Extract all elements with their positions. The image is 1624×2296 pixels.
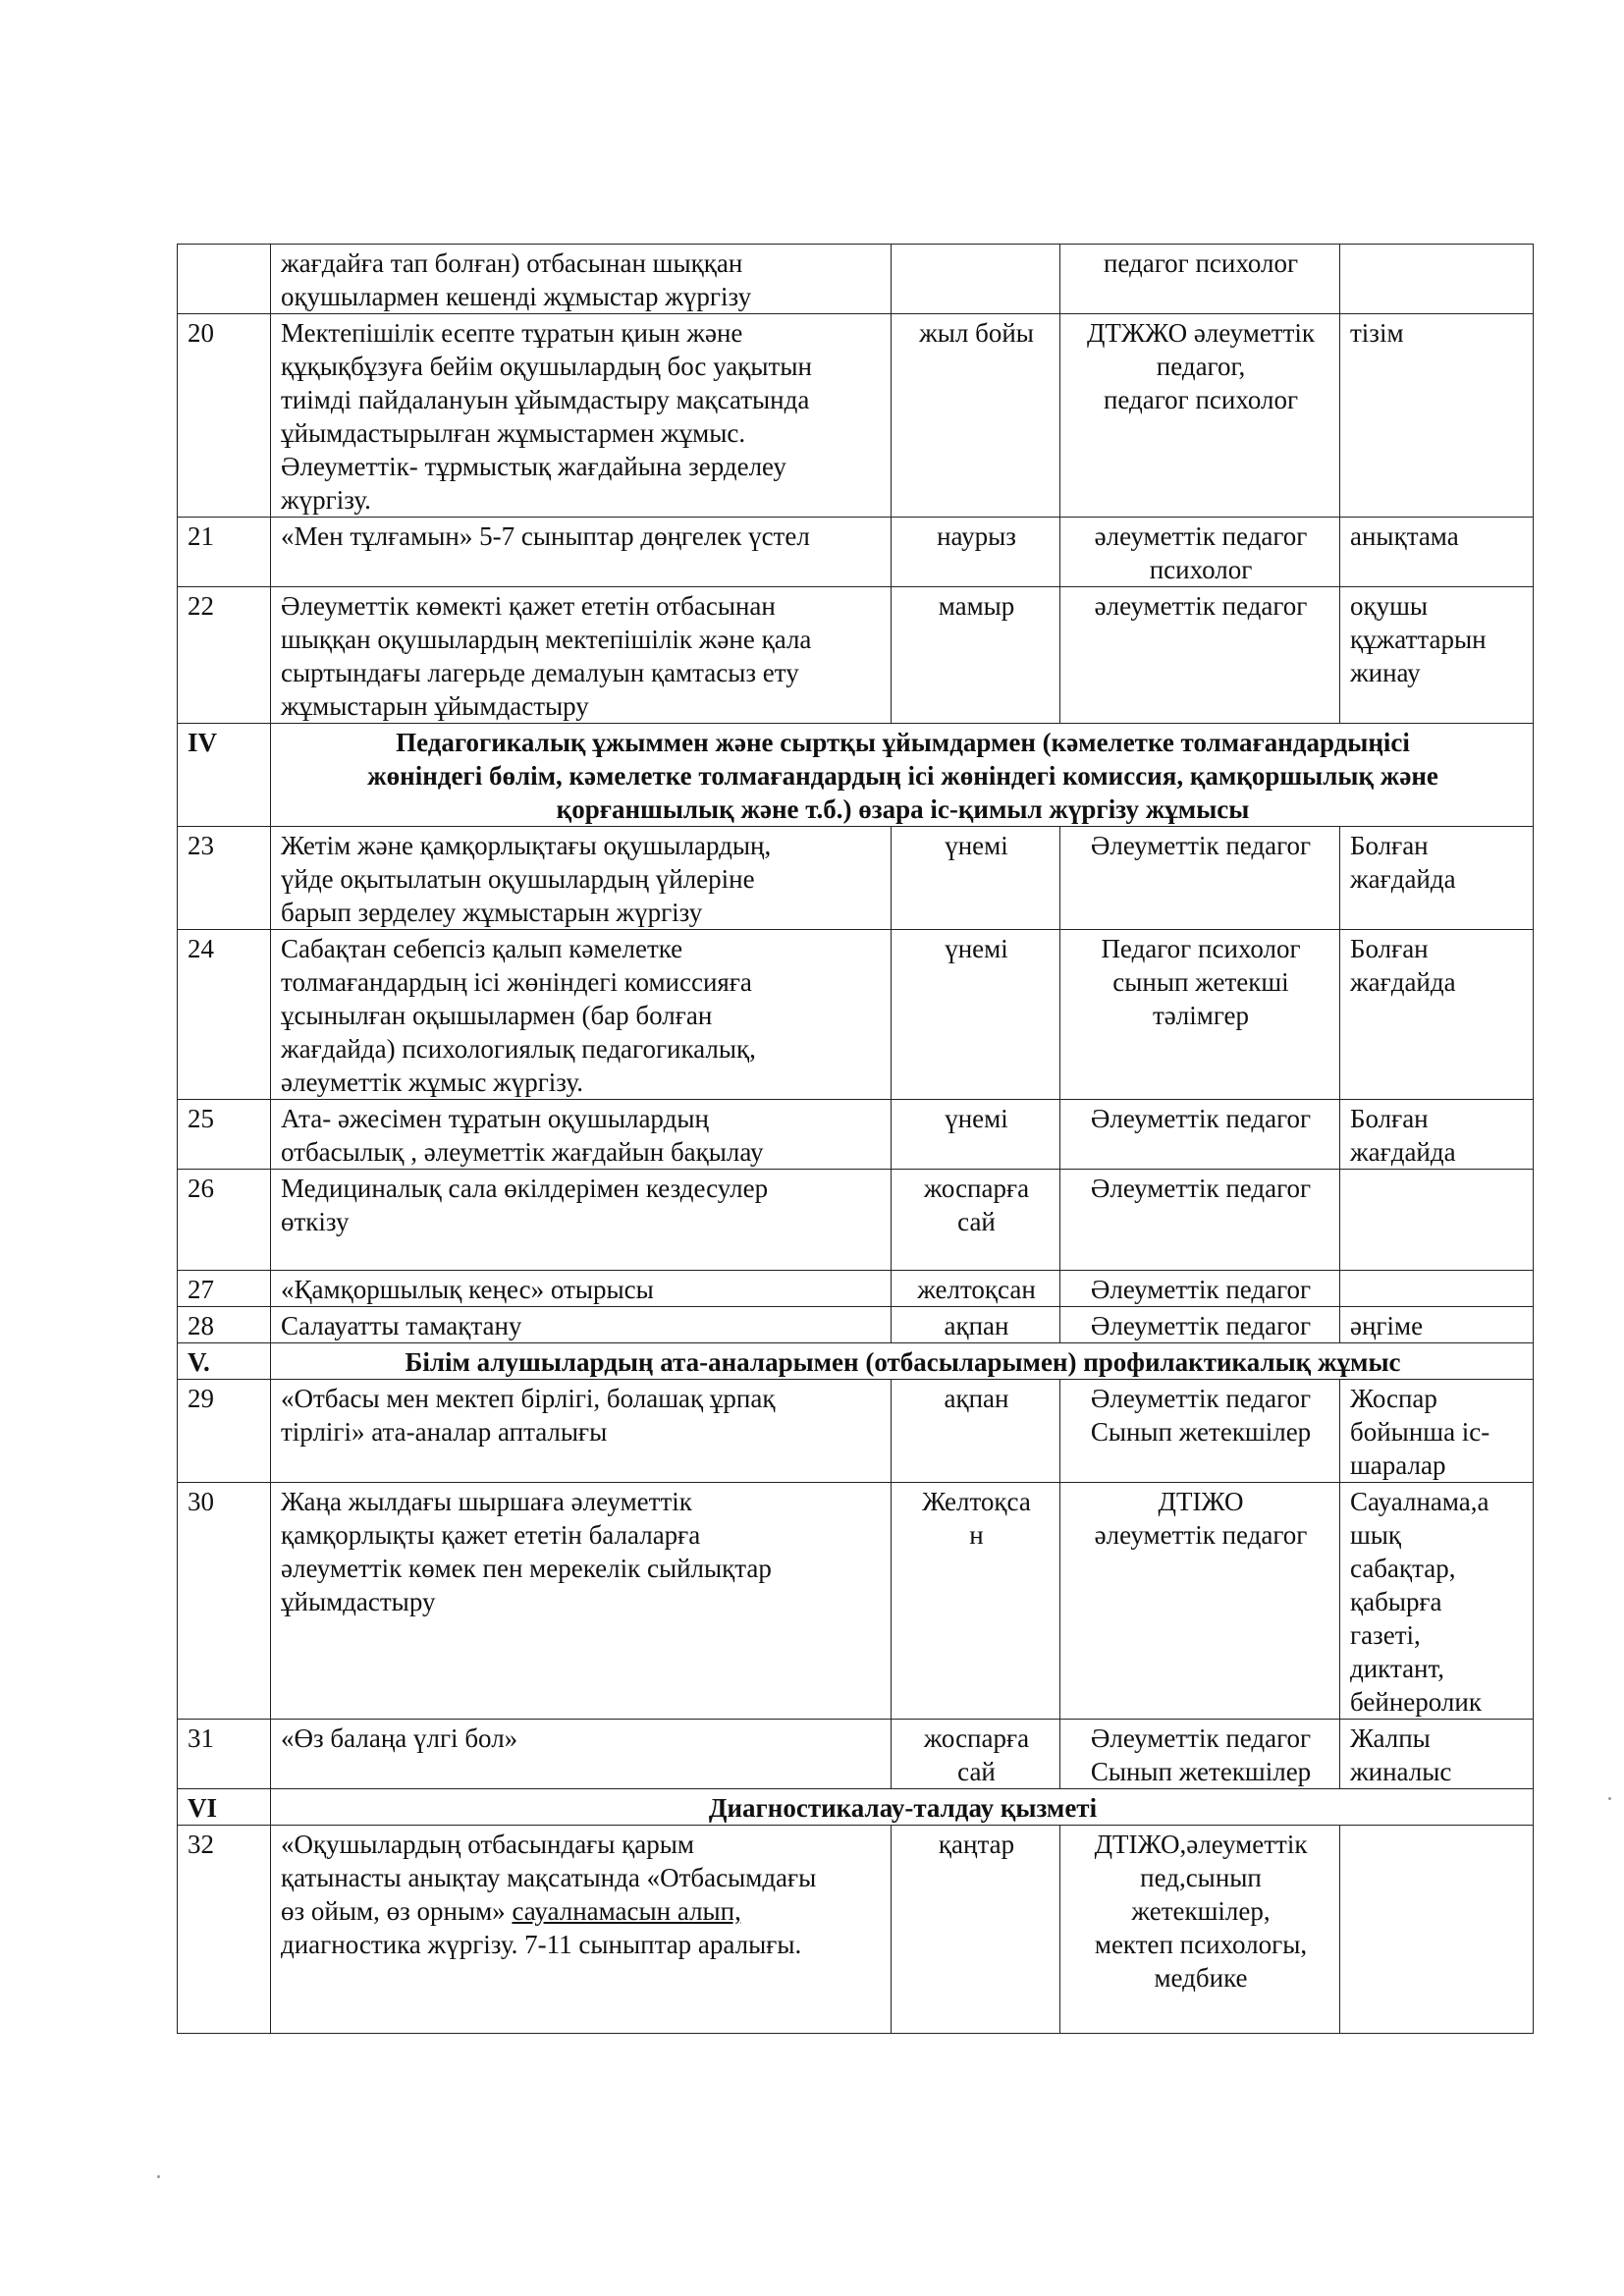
row-number: 21: [178, 518, 271, 587]
section-number: VI: [178, 1789, 271, 1826]
responsible-cell: ДТЖЖО әлеуметтік педагог, педагог психолог: [1060, 314, 1340, 518]
result-cell: Сауалнама,а шық сабақтар, қабырға газеті, диктант, бейнеролик: [1340, 1483, 1534, 1720]
task-cell: Жаңа жылдағы шыршаға әлеуметтік қамқорлықты қажет ететін балаларға әлеуметтік көмек пен мерекелік сыйлықтар ұйымдастыру: [271, 1483, 892, 1720]
term-cell: [892, 245, 1060, 314]
responsible-cell: әлеуметтік педагог психолог: [1060, 518, 1340, 587]
responsible-cell: ДТІЖО,әлеуметтік пед,сынып жетекшілер, мектеп психологы, медбике: [1060, 1826, 1340, 2034]
result-cell: анықтама: [1340, 518, 1534, 587]
table-row: [178, 1271, 1534, 1307]
responsible-cell: әлеуметтік педагог: [1060, 587, 1340, 724]
task-cell: Сабақтан себепсіз қалып кәмелетке толмағандардың ісі жөніндегі комиссияға ұсынылған оқышылармен (бар болған жағдайда) психологиялық педагогикалық, әлеуметтік жұмыс жүргізу.: [271, 930, 892, 1100]
row-number: 31: [178, 1720, 271, 1789]
responsible-cell: Әлеуметтік педагог: [1060, 1170, 1340, 1271]
row-number: [178, 245, 271, 314]
term-cell: қаңтар: [892, 1826, 1060, 2034]
section-header-row: [178, 1789, 1534, 1826]
table-row: [178, 1483, 1534, 1720]
row-number: 32: [178, 1826, 271, 2034]
term-cell: мамыр: [892, 587, 1060, 724]
result-cell: тізім: [1340, 314, 1534, 518]
responsible-cell: Әлеуметтік педагог: [1060, 1271, 1340, 1307]
row-number: 26: [178, 1170, 271, 1271]
responsible-cell: Әлеуметтік педагог: [1060, 1307, 1340, 1343]
result-cell: [1340, 1826, 1534, 2034]
task-cell: «Отбасы мен мектеп бірлігі, болашақ ұрпақ тірлігі» ата-аналар апталығы: [271, 1380, 892, 1483]
task-cell: Мектепішілік есепте тұратын қиын және құқықбұзуға бейім оқушылардың бос уақытын тиімді пайдалануын ұйымдастыру мақсатында ұйымдастырылған жұмыстармен жұмыс. Әлеуметтік- тұрмыстық жағдайына зерделеу жүргізу.: [271, 314, 892, 518]
table-row: [178, 1380, 1534, 1483]
result-cell: әңгіме: [1340, 1307, 1534, 1343]
row-number: 20: [178, 314, 271, 518]
term-cell: Желтоқса н: [892, 1483, 1060, 1720]
responsible-cell: педагог психолог: [1060, 245, 1340, 314]
term-cell: ақпан: [892, 1380, 1060, 1483]
task-cell: жағдайға тап болған) отбасынан шыққан оқушылармен кешенді жұмыстар жүргізу: [271, 245, 892, 314]
row-number: 29: [178, 1380, 271, 1483]
result-cell: Болған жағдайда: [1340, 1100, 1534, 1170]
table-row: [178, 1826, 1534, 2034]
task-cell: Әлеуметтік көмекті қажет ететін отбасынан шыққан оқушылардың мектепішілік және қала сыртындағы лагерьде демалуын қамтасыз ету жұмыстарын ұйымдастыру: [271, 587, 892, 724]
term-cell: жоспарға сай: [892, 1720, 1060, 1789]
term-cell: жыл бойы: [892, 314, 1060, 518]
row-number: 25: [178, 1100, 271, 1170]
task-cell: «Өз балаңа үлгі бол»: [271, 1720, 892, 1789]
result-cell: Болған жағдайда: [1340, 930, 1534, 1100]
result-cell: [1340, 1271, 1534, 1307]
result-cell: Болған жағдайда: [1340, 827, 1534, 930]
table-row: [178, 930, 1534, 1100]
section-title: Педагогикалық ұжыммен және сыртқы ұйымдармен (кәмелетке толмағандардыңісі жөніндегі бөлім, кәмелетке толмағандардың ісі жөніндегі комиссия, қамқоршылық және қорғаншылық және т.б.) өзара іс-қимыл жүргізу жұмысы: [271, 724, 1534, 827]
task-text: «Оқушылардың отбасындағы қарым қатынасты анықтау мақсатында «Отбасымдағы өз ойым, өз орным»: [281, 1830, 817, 1926]
task-cell: Жетім және қамқорлықтағы оқушылардың, үйде оқытылатын оқушылардың үйлеріне барып зерделеу жұмыстарын жүргізу: [271, 827, 892, 930]
task-cell: [271, 1826, 892, 2034]
task-cell: Салауатты тамақтану: [271, 1307, 892, 1343]
responsible-cell: Әлеуметтік педагог: [1060, 827, 1340, 930]
scan-speck: [1608, 1797, 1611, 1800]
result-cell: [1340, 1170, 1534, 1271]
task-cell: Ата- әжесімен тұратын оқушылардың отбасылық , әлеуметтік жағдайын бақылау: [271, 1100, 892, 1170]
scan-speck: [157, 2175, 160, 2178]
responsible-cell: Педагог психолог сынып жетекші тәлімгер: [1060, 930, 1340, 1100]
table-row: [178, 245, 1534, 314]
section-header-row: [178, 1343, 1534, 1380]
term-cell: желтоқсан: [892, 1271, 1060, 1307]
plan-table: [177, 244, 1534, 2034]
result-cell: оқушы құжаттарын жинау: [1340, 587, 1534, 724]
row-number: 30: [178, 1483, 271, 1720]
task-cell: «Қамқоршылық кеңес» отырысы: [271, 1271, 892, 1307]
responsible-cell: Әлеуметтік педагог Сынып жетекшілер: [1060, 1720, 1340, 1789]
table-row: [178, 587, 1534, 724]
responsible-cell: Әлеуметтік педагог Сынып жетекшілер: [1060, 1380, 1340, 1483]
term-cell: ақпан: [892, 1307, 1060, 1343]
section-title: Диагностикалау-талдау қызметі: [271, 1789, 1534, 1826]
result-cell: [1340, 245, 1534, 314]
row-number: 27: [178, 1271, 271, 1307]
task-underlined-text: сауалнамасын алып,: [512, 1896, 741, 1926]
result-cell: Жоспар бойынша іс- шаралар: [1340, 1380, 1534, 1483]
table-row: [178, 518, 1534, 587]
plan-table-body: [178, 245, 1534, 2034]
table-row: [178, 1100, 1534, 1170]
table-row: [178, 1170, 1534, 1271]
term-cell: үнемі: [892, 827, 1060, 930]
task-cell: «Мен тұлғамын» 5-7 сыныптар дөңгелек үстел: [271, 518, 892, 587]
section-number: V.: [178, 1343, 271, 1380]
row-number: 28: [178, 1307, 271, 1343]
table-row: [178, 1720, 1534, 1789]
section-number: IV: [178, 724, 271, 827]
row-number: 22: [178, 587, 271, 724]
task-cell: Медициналық сала өкілдерімен кездесулер өткізу: [271, 1170, 892, 1271]
row-number: 24: [178, 930, 271, 1100]
term-cell: үнемі: [892, 930, 1060, 1100]
term-cell: жоспарға сай: [892, 1170, 1060, 1271]
responsible-cell: ДТІЖО әлеуметтік педагог: [1060, 1483, 1340, 1720]
result-cell: Жалпы жиналыс: [1340, 1720, 1534, 1789]
table-row: [178, 314, 1534, 518]
table-row: [178, 827, 1534, 930]
section-title: Білім алушылардың ата-аналарымен (отбасыларымен) профилактикалық жұмыс: [271, 1343, 1534, 1380]
term-cell: наурыз: [892, 518, 1060, 587]
responsible-cell: Әлеуметтік педагог: [1060, 1100, 1340, 1170]
table-row: [178, 1307, 1534, 1343]
section-header-row: [178, 724, 1534, 827]
term-cell: үнемі: [892, 1100, 1060, 1170]
task-text: диагностика жүргізу. 7-11 сыныптар аралығы.: [281, 1930, 802, 1959]
row-number: 23: [178, 827, 271, 930]
